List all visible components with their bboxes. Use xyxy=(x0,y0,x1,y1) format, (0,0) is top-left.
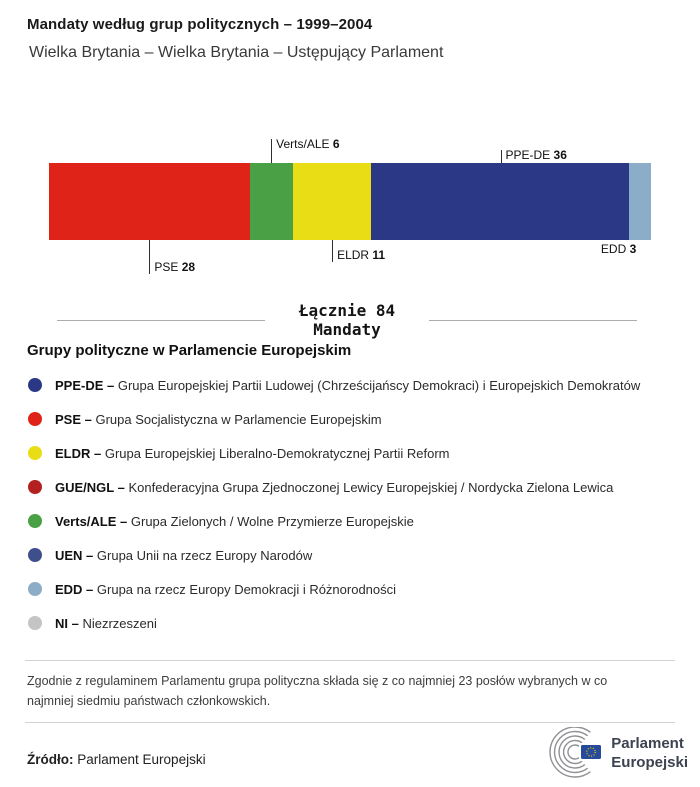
legend-color-dot xyxy=(28,446,42,460)
legend-item xyxy=(27,572,680,606)
logo-wordmark xyxy=(611,734,688,772)
legend-list xyxy=(27,368,680,640)
legend-color-dot xyxy=(28,378,42,392)
callout-line-pse xyxy=(149,240,150,274)
bar-label-edd: EDD 3 xyxy=(600,242,637,256)
callout-line-verts-ale xyxy=(271,139,272,163)
legend-item xyxy=(27,606,680,640)
legend-color-dot xyxy=(28,582,42,596)
bar-label-verts-ale: Verts/ALE 6 xyxy=(276,137,340,151)
stacked-bar-chart xyxy=(49,130,651,290)
total-divider xyxy=(57,301,637,339)
footnote-divider-bottom xyxy=(25,722,675,723)
bar-segment-pse xyxy=(49,163,250,240)
logo-line-1: Parlament xyxy=(611,735,684,752)
legend-color-dot xyxy=(28,412,42,426)
legend-item-label: PPE-DE – Grupa Europejskiej Partii Ludowej (Chrześcijańscy Demokraci) i Europejskich Demokratów xyxy=(55,377,641,393)
legend-item xyxy=(27,436,680,470)
page-subtitle: Wielka Brytania – Wielka Brytania – Ustępujący Parlament xyxy=(29,44,444,61)
total-label: Łącznie 84 xyxy=(298,301,396,320)
bar-segment-ppe-de xyxy=(371,163,629,240)
legend-item xyxy=(27,470,680,504)
footnote: Zgodnie z regulaminem Parlamentu grupa polityczna składa się z co najmniej 23 posłów wybranych w co najmniej siedmiu państwach członkowskich. xyxy=(27,674,608,709)
bar-segment-verts-ale xyxy=(250,163,293,240)
legend-item xyxy=(27,538,680,572)
total-text xyxy=(265,301,429,339)
bar-label-pse: PSE 28 xyxy=(154,260,196,274)
seats-bar xyxy=(49,163,651,240)
bar-segment-eldr xyxy=(293,163,372,240)
callout-line-ppe-de xyxy=(501,150,502,163)
page-title: Mandaty według grup politycznych – 1999–2004 xyxy=(27,16,373,33)
legend-item-label: Verts/ALE – Grupa Zielonych / Wolne Przymierze Europejskie xyxy=(55,513,414,529)
callout-line-eldr xyxy=(332,240,333,262)
legend-color-dot xyxy=(28,514,42,528)
legend-heading: Grupy polityczne w Parlamencie Europejskim xyxy=(27,342,352,359)
legend-item-label: GUE/NGL – Konfederacyjna Grupa Zjednoczonej Lewicy Europejskiej / Nordycka Zielona Lewica xyxy=(55,479,614,495)
legend-color-dot xyxy=(28,616,42,630)
source-label: Źródło: xyxy=(27,752,74,767)
divider-line-left xyxy=(57,320,265,321)
european-parliament-logo xyxy=(539,727,688,779)
bar-segment-edd xyxy=(629,163,651,240)
legend-item-label: UEN – Grupa Unii na rzecz Europy Narodów xyxy=(55,547,313,563)
source-value: Parlament Europejski xyxy=(77,752,206,767)
bar-label-ppe-de: PPE-DE 36 xyxy=(505,148,567,162)
legend-item xyxy=(27,368,680,402)
legend-item xyxy=(27,402,680,436)
logo-line-2: Europejski xyxy=(611,754,688,771)
legend-color-dot xyxy=(28,548,42,562)
divider-line-right xyxy=(429,320,637,321)
legend-item-label: PSE – Grupa Socjalistyczna w Parlamencie Europejskim xyxy=(55,411,382,427)
legend-item-label: NI – Niezrzeszeni xyxy=(55,615,157,631)
legend-item-label: ELDR – Grupa Europejskiej Liberalno-Demokratycznej Partii Reform xyxy=(55,445,450,461)
source-line xyxy=(27,752,206,767)
bar-label-eldr: ELDR 11 xyxy=(337,248,386,262)
footnote-divider-top xyxy=(25,660,675,661)
legend-color-dot xyxy=(28,480,42,494)
legend-item-label: EDD – Grupa na rzecz Europy Demokracji i Różnorodności xyxy=(55,581,397,597)
total-sublabel: Mandaty xyxy=(313,320,381,339)
legend-item xyxy=(27,504,680,538)
eu-flag-icon xyxy=(579,743,603,761)
hemicycle-icon xyxy=(539,727,607,779)
